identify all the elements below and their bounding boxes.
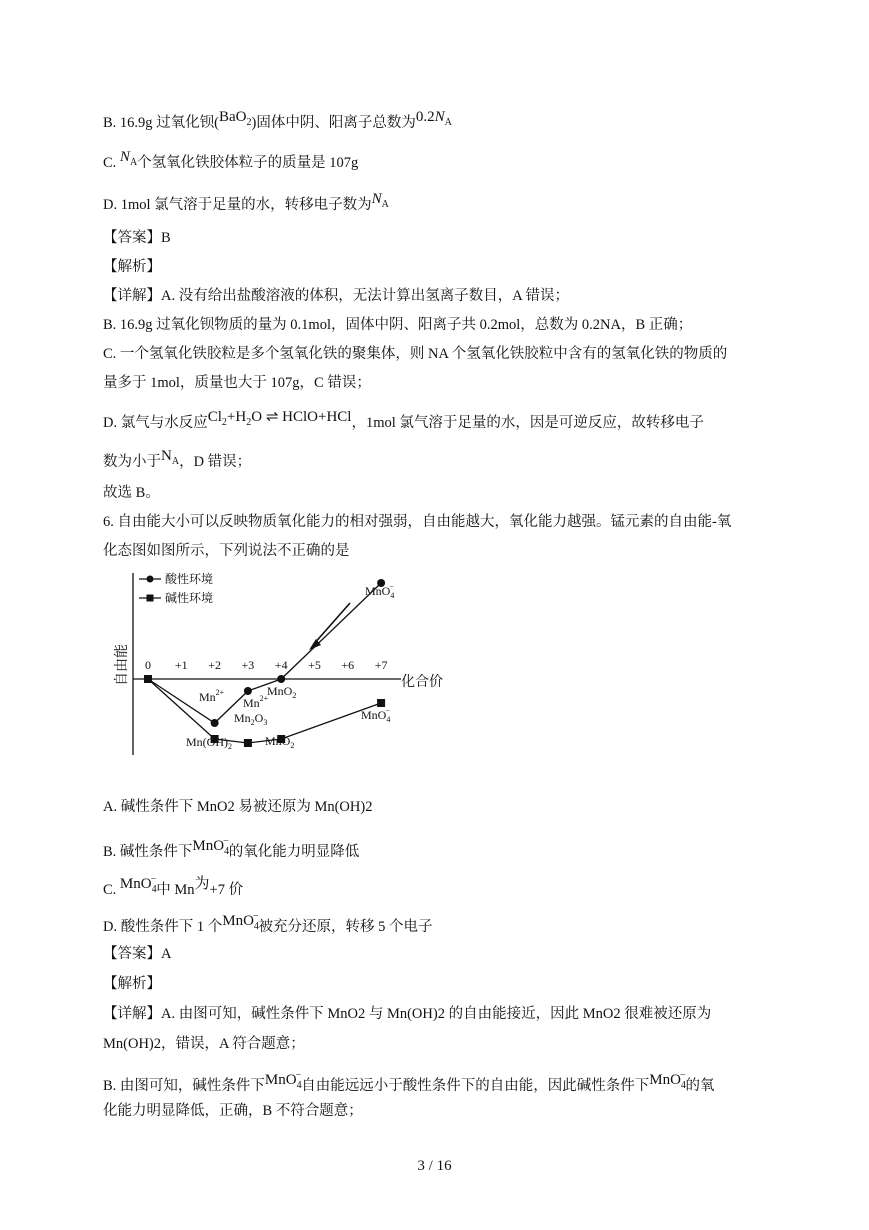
chlorine-equation: $Cl_2+H_2O$ ⇌ HClO+HCl xyxy=(207,409,352,428)
option-c-line xyxy=(103,149,359,179)
detail2-b-line1: B. 由图可知，碱性条件下MnO$_4$−自由能远远小于酸性条件下的自由能，因此碱性条件下MnO$_4$−的氧 xyxy=(103,1070,715,1094)
x-tick-label: +2 xyxy=(208,658,221,672)
label-mnoh2: $Mn(OH)_2$ xyxy=(186,735,232,751)
option-b-line xyxy=(103,109,452,139)
label-mno2-acid: MnO$_2$ xyxy=(267,684,297,700)
free-energy-chart xyxy=(103,565,443,760)
option-c-text: 个氢氧化铁胶体粒子的质量是 107g xyxy=(137,155,359,171)
data-point xyxy=(277,675,285,683)
detail2-b-line2: 化能力明显降低，正确，B 不符合题意； xyxy=(103,1103,363,1119)
data-point xyxy=(377,699,385,707)
detail-b: B. 16.9g 过氧化钡物质的量为 0.1mol，固体中阴、阳离子共 0.2mol，总数为 0.2NA，B 正确； xyxy=(103,317,693,333)
page-number: 3 / 16 xyxy=(417,1158,452,1174)
x-tick-label: +3 xyxy=(241,658,255,672)
detail-d-prefix: D. 氯气与水反应 xyxy=(103,415,208,431)
x-tick-label: +4 xyxy=(274,658,288,672)
q6-option-c: C. MnO$_4$−中 Mn为+7 价 xyxy=(103,874,244,898)
x-tick-labels xyxy=(145,658,387,672)
mno4-ion: MnO$_4$− xyxy=(264,1070,302,1091)
detail-d-line2: 数为小于$N_A$，D 错误； xyxy=(103,448,252,470)
legend-acid-marker xyxy=(147,576,154,583)
na-symbol: $N_A$ xyxy=(371,191,389,210)
equilibrium-arrow: ⇌ xyxy=(265,409,279,425)
legend xyxy=(139,571,213,605)
detail-c-line1: C. 一个氢氧化铁胶粒是多个氢氧化铁的聚集体，则 NA 个氢氧化铁胶粒中含有的氢氧化铁的物质的 xyxy=(103,346,728,362)
mno4-ion: MnO$_4$− xyxy=(119,874,157,895)
q6-option-b: B. 碱性条件下MnO$_4$−的氧化能力明显降低 xyxy=(103,836,360,860)
data-point xyxy=(211,719,219,727)
data-point xyxy=(144,675,152,683)
mno4-ion: MnO$_4$− xyxy=(649,1070,686,1091)
x-tick-label: +5 xyxy=(308,658,321,672)
label-mno2-base: MnO$_2$ xyxy=(265,734,295,750)
indicator-arrow xyxy=(313,603,350,645)
legend-base-marker xyxy=(147,595,154,602)
detail2-a-line1: 【详解】A. 由图可知，碱性条件下 MnO2 与 Mn(OH)2 的自由能接近，因此 MnO2 很难被还原为 xyxy=(103,1006,712,1022)
detail-a: 【详解】A. 没有给出盐酸溶液的体积，无法计算出氢离子数目，A 错误； xyxy=(103,288,570,304)
q6-option-a: A. 碱性条件下 MnO2 易被还原为 Mn(OH)2 xyxy=(103,799,373,815)
x-axis-label: 化合价 xyxy=(401,675,443,690)
legend-acid-label: 酸性环境 xyxy=(165,572,214,586)
detail2-a-line2: Mn(OH)2，错误，A 符合题意； xyxy=(103,1036,305,1052)
mno4-ion: MnO$_4$− xyxy=(192,836,230,857)
na-value: $0.2N_A$ xyxy=(415,109,452,128)
data-point xyxy=(244,687,252,695)
detail-d-suffix: ，1mol 氯气溶于足量的水，因是可逆反应，故转移电子 xyxy=(351,415,704,431)
y-axis-label: 自由能 xyxy=(115,644,130,686)
analysis-label-2: 【解析】 xyxy=(103,976,161,992)
indicator-arrow-head xyxy=(309,639,321,650)
na-symbol: $N_A$ xyxy=(161,448,180,467)
answer-label: 【答案】B xyxy=(103,230,171,246)
question-6-line1: 6. 自由能大小可以反映物质氧化能力的相对强弱，自由能越大，氧化能力越强。锰元素的自由能-氧 xyxy=(103,514,732,530)
option-d-text: D. 1mol 氯气溶于足量的水，转移电子数为 xyxy=(103,197,372,213)
label-mno4-base: MnO$_4$− xyxy=(361,706,391,724)
q6-option-d: D. 酸性条件下 1 个MnO$_4$−被充分还原，转移 5 个电子 xyxy=(103,911,433,935)
conclusion: 故选 B。 xyxy=(103,485,160,501)
answer-label-2: 【答案】A xyxy=(103,946,172,962)
option-d-line xyxy=(103,191,389,221)
legend-base-label: 碱性环境 xyxy=(165,591,214,605)
detail-c-line2: 量多于 1mol，质量也大于 107g，C 错误； xyxy=(103,375,371,391)
na-symbol: $N_A$ xyxy=(119,149,138,168)
analysis-label: 【解析】 xyxy=(103,259,161,275)
data-point xyxy=(244,739,252,747)
x-tick-label: +7 xyxy=(374,658,388,672)
question-6-line2: 化态图如图所示，下列说法不正确的是 xyxy=(103,543,350,559)
x-tick-label: 0 xyxy=(145,658,151,672)
label-mn2o3: $Mn_2O_3$ xyxy=(234,711,268,727)
label-mno4-acid: MnO$_4$− xyxy=(365,582,395,600)
x-tick-label: +6 xyxy=(341,658,355,672)
label-mn2-b: $Mn^{2+}$ xyxy=(243,694,269,710)
label-mn2-a: $Mn^{2+}$ xyxy=(199,688,225,704)
x-tick-label: +1 xyxy=(174,658,188,672)
mno4-ion: MnO$_4$− xyxy=(222,911,259,932)
option-c-prefix: C. xyxy=(103,155,120,171)
option-b-prefix: B. 16.9g 过氧化钡( xyxy=(103,115,219,131)
option-b-suffix: )固体中阴、阳离子总数为 xyxy=(251,115,416,131)
detail-d-line1 xyxy=(103,409,704,439)
bao2-formula: BaO$_2$ xyxy=(219,109,252,128)
